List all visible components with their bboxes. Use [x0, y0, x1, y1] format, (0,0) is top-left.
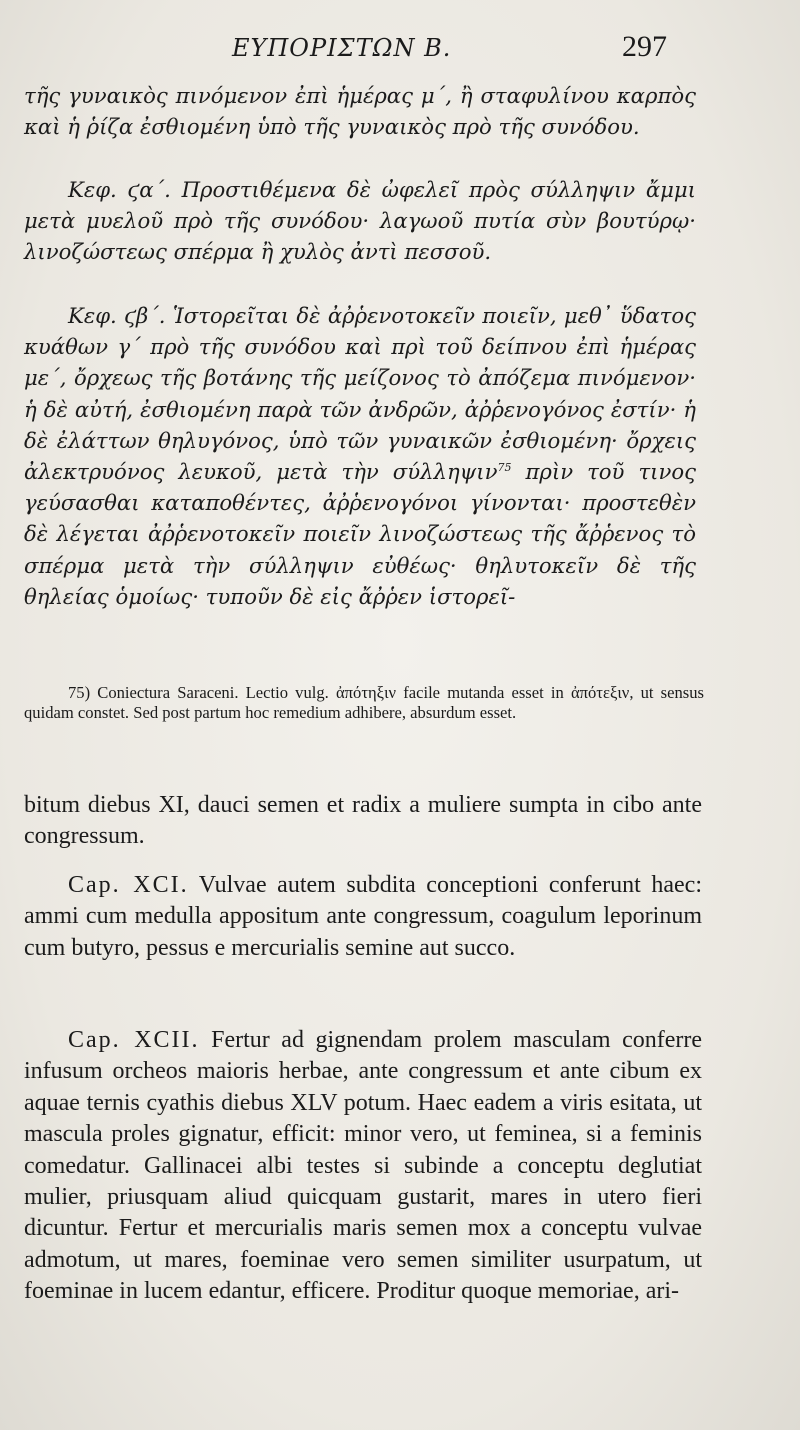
greek-paragraph-1 — [24, 80, 696, 142]
greek-paragraph-1-text: τῆς γυναικὸς πινόμενον ἐπὶ ἡμέρας μ΄, ἢ σταφυλίνου καρπὸς καὶ ἡ ῥίζα ἐσθιομένη ὑπὸ τῆς γυναικὸς πρὸ τῆς συνόδου. — [24, 83, 696, 140]
greek-chapter-92-text-a: Ἱστορεῖται δὲ ἀῤῥενοτοκεῖν ποιεῖν, μεθ᾽ ὕδατος κυάθων γ΄ πρὸ τῆς συνόδου καὶ πρὶ τοῦ δείπνου ἐπὶ ἡμέρας με΄, ὄρχεως τῆς βοτάνης τῆς μείζονος τὸ ἀπόζεμα πινόμενον· ἡ δὲ αὐτή, ἐσθιομένη παρὰ τῶν ἀνδρῶν, ἀῤῥενογόνος ἐστίν· ἡ δὲ ἐλάττων θηλυγόνος, ὑπὸ τῶν γυναικῶν ἐσθιομένη· ὄρχεις ἀλεκτρυόνος λευκοῦ, μετὰ τὴν σύλληψιν — [24, 303, 696, 485]
running-title: ΕΥΠΟΡΙΣΤΩΝ Β. — [232, 34, 452, 62]
page-header — [0, 30, 800, 70]
latin-chapter-92 — [24, 1025, 702, 1308]
latin-chapter-92-heading: Cap. XCII. — [68, 1027, 200, 1053]
greek-chapter-91 — [24, 174, 696, 268]
greek-chapter-92-text-b: πρὶν τοῦ τινος γεύσασθαι καταποθέντες, ἀῤῥενογόνοι γίνονται· προστεθὲν δὲ λέγεται ἀῤῥενοτοκεῖν ποιεῖν λινοζώστεως τῆς ἄῤῥενος τὸ σπέρμα μετὰ τὴν σύλληψιν εὐθέως· θηλυτοκεῖν δὲ τῆς θηλείας ὁμοίως· τυποῦν δὲ εἰς ἄῤῥεν ἱστορεῖ- — [24, 459, 696, 609]
page-number: 297 — [622, 30, 667, 63]
latin-paragraph-1 — [24, 790, 702, 853]
latin-chapter-91-text: Vulvae autem subdita conceptioni conferunt haec: ammi cum medulla appositum ante congressum, coagulum leporinum cum butyro, pessus e mercurialis semine aut succo. — [24, 872, 702, 961]
latin-paragraph-1-text: bitum diebus XI, dauci semen et radix a muliere sumpta in cibo ante congressum. — [24, 792, 702, 850]
footnote-reference: 75 — [497, 460, 512, 474]
latin-chapter-91 — [24, 870, 702, 964]
latin-chapter-92-text: Fertur ad gignendam prolem masculam conferre infusum orcheos maioris herbae, ante congressum et ante cibum ex aquae ternis cyathis diebus XLV potum. Haec eadem a viris esitata, ut mascula proles gignatur, efficit: minor vero, ut feminea, si a feminis comedatur. Gallinacei albi testes si subinde a conceptu deglutiat mulier, priusquam aliud quicquam gustarit, mares in utero fieri dicuntur. Fertur et mercurialis maris semen mox a conceptu vulvae admotum, ut mares, foeminae vero semen similiter usurpatum, ut foeminae in lucem edantur, efficere. Proditur quoque memoriae, ari- — [24, 1027, 703, 1305]
greek-chapter-91-heading: Κεφ. ϛα΄. — [68, 177, 171, 202]
latin-chapter-91-heading: Cap. XCI. — [68, 872, 189, 898]
greek-chapter-92 — [24, 300, 696, 612]
greek-chapter-92-heading: Κεφ. ϛβ΄. — [68, 303, 166, 328]
footnote — [24, 683, 704, 723]
footnote-text: 75) Coniectura Saraceni. Lectio vulg. ἀπότηξιν facile mutanda esset in ἀπότεξιν, ut sensus quidam constet. Sed post partum hoc remedium adhibere, absurdum esset. — [24, 683, 704, 722]
greek-chapter-91-text: Προστιθέμενα δὲ ὠφελεῖ πρὸς σύλληψιν ἄμμι μετὰ μυελοῦ πρὸ τῆς συνόδου· λαγωοῦ πυτία σὺν βουτύρῳ· λινοζώστεως σπέρμα ἢ χυλὸς ἀντὶ πεσσοῦ. — [24, 177, 696, 265]
